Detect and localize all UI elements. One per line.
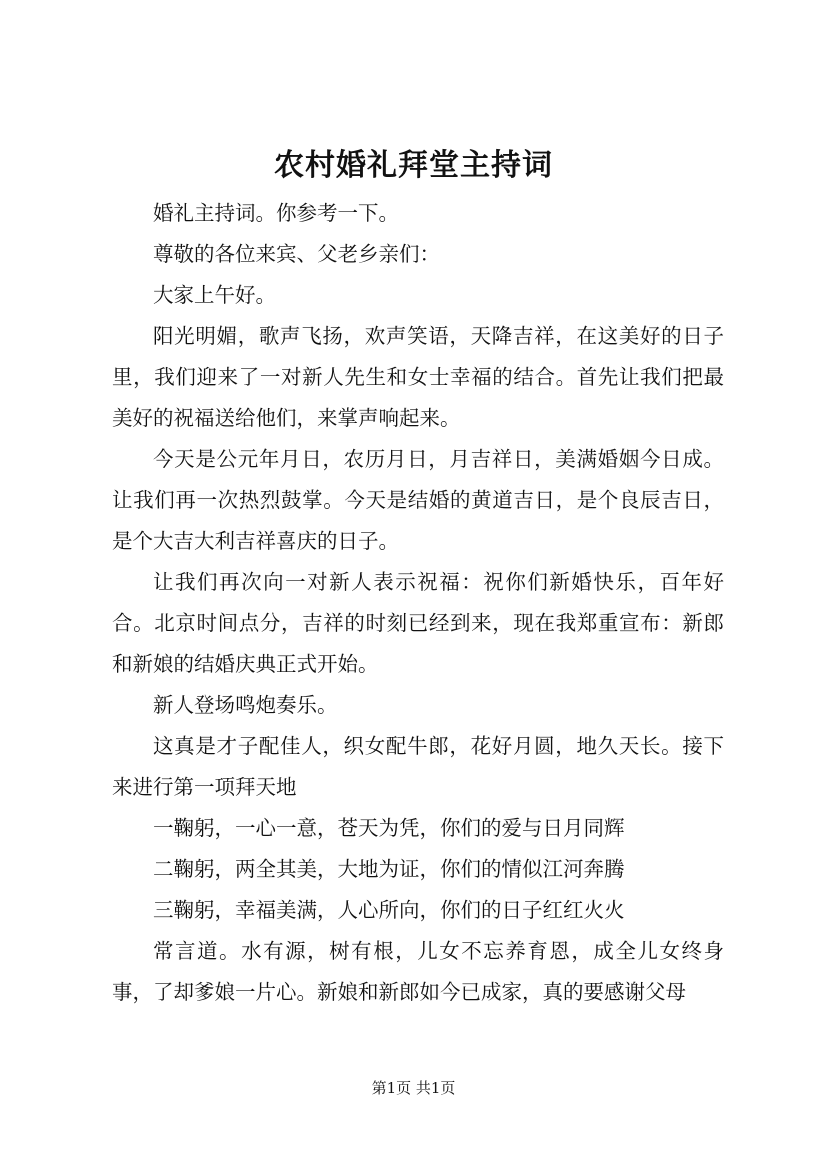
paragraph: 尊敬的各位来宾、父老乡亲们：: [153, 242, 440, 266]
paragraph: 让我们再次向一对新人表示祝福：祝你们新婚快乐，百年好合。北京时间点分，吉祥的时刻已经到来，现在我郑重宣布：新郎和新娘的结婚庆典正式开始。: [112, 570, 724, 676]
paragraph: 新人登场鸣炮奏乐。: [153, 693, 338, 717]
paragraph: 常言道。水有源，树有根，儿女不忘养育恩，成全儿女终身事，了却爹娘一片心。新娘和新郎如今已成家，真的要感谢父母: [112, 939, 724, 1004]
paragraph: 二鞠躬，两全其美，大地为证，你们的情似江河奔腾: [153, 857, 625, 881]
page-number-footer: 第1页 共1页: [371, 1079, 456, 1097]
paragraph: 婚礼主持词。你参考一下。: [153, 201, 399, 225]
paragraph: 阳光明媚，歌声飞扬，欢声笑语，天降吉祥，在这美好的日子里，我们迎来了一对新人先生和女士幸福的结合。首先让我们把最美好的祝福送给他们，来掌声响起来。: [112, 324, 724, 430]
paragraph: 三鞠躬，幸福美满，人心所向，你们的日子红红火火: [153, 898, 625, 922]
paragraph: 大家上午好。: [153, 283, 276, 307]
document-title: 农村婚礼拜堂主持词: [274, 148, 553, 183]
document-body: [112, 193, 724, 1013]
paragraph: 这真是才子配佳人，织女配牛郎，花好月圆，地久天长。接下来进行第一项拜天地: [112, 734, 724, 799]
paragraph: 一鞠躬，一心一意，苍天为凭，你们的爱与日月同辉: [153, 816, 625, 840]
paragraph: 今天是公元年月日，农历月日，月吉祥日，美满婚姻今日成。让我们再一次热烈鼓掌。今天是结婚的黄道吉日，是个良辰吉日，是个大吉大利吉祥喜庆的日子。: [112, 447, 724, 553]
